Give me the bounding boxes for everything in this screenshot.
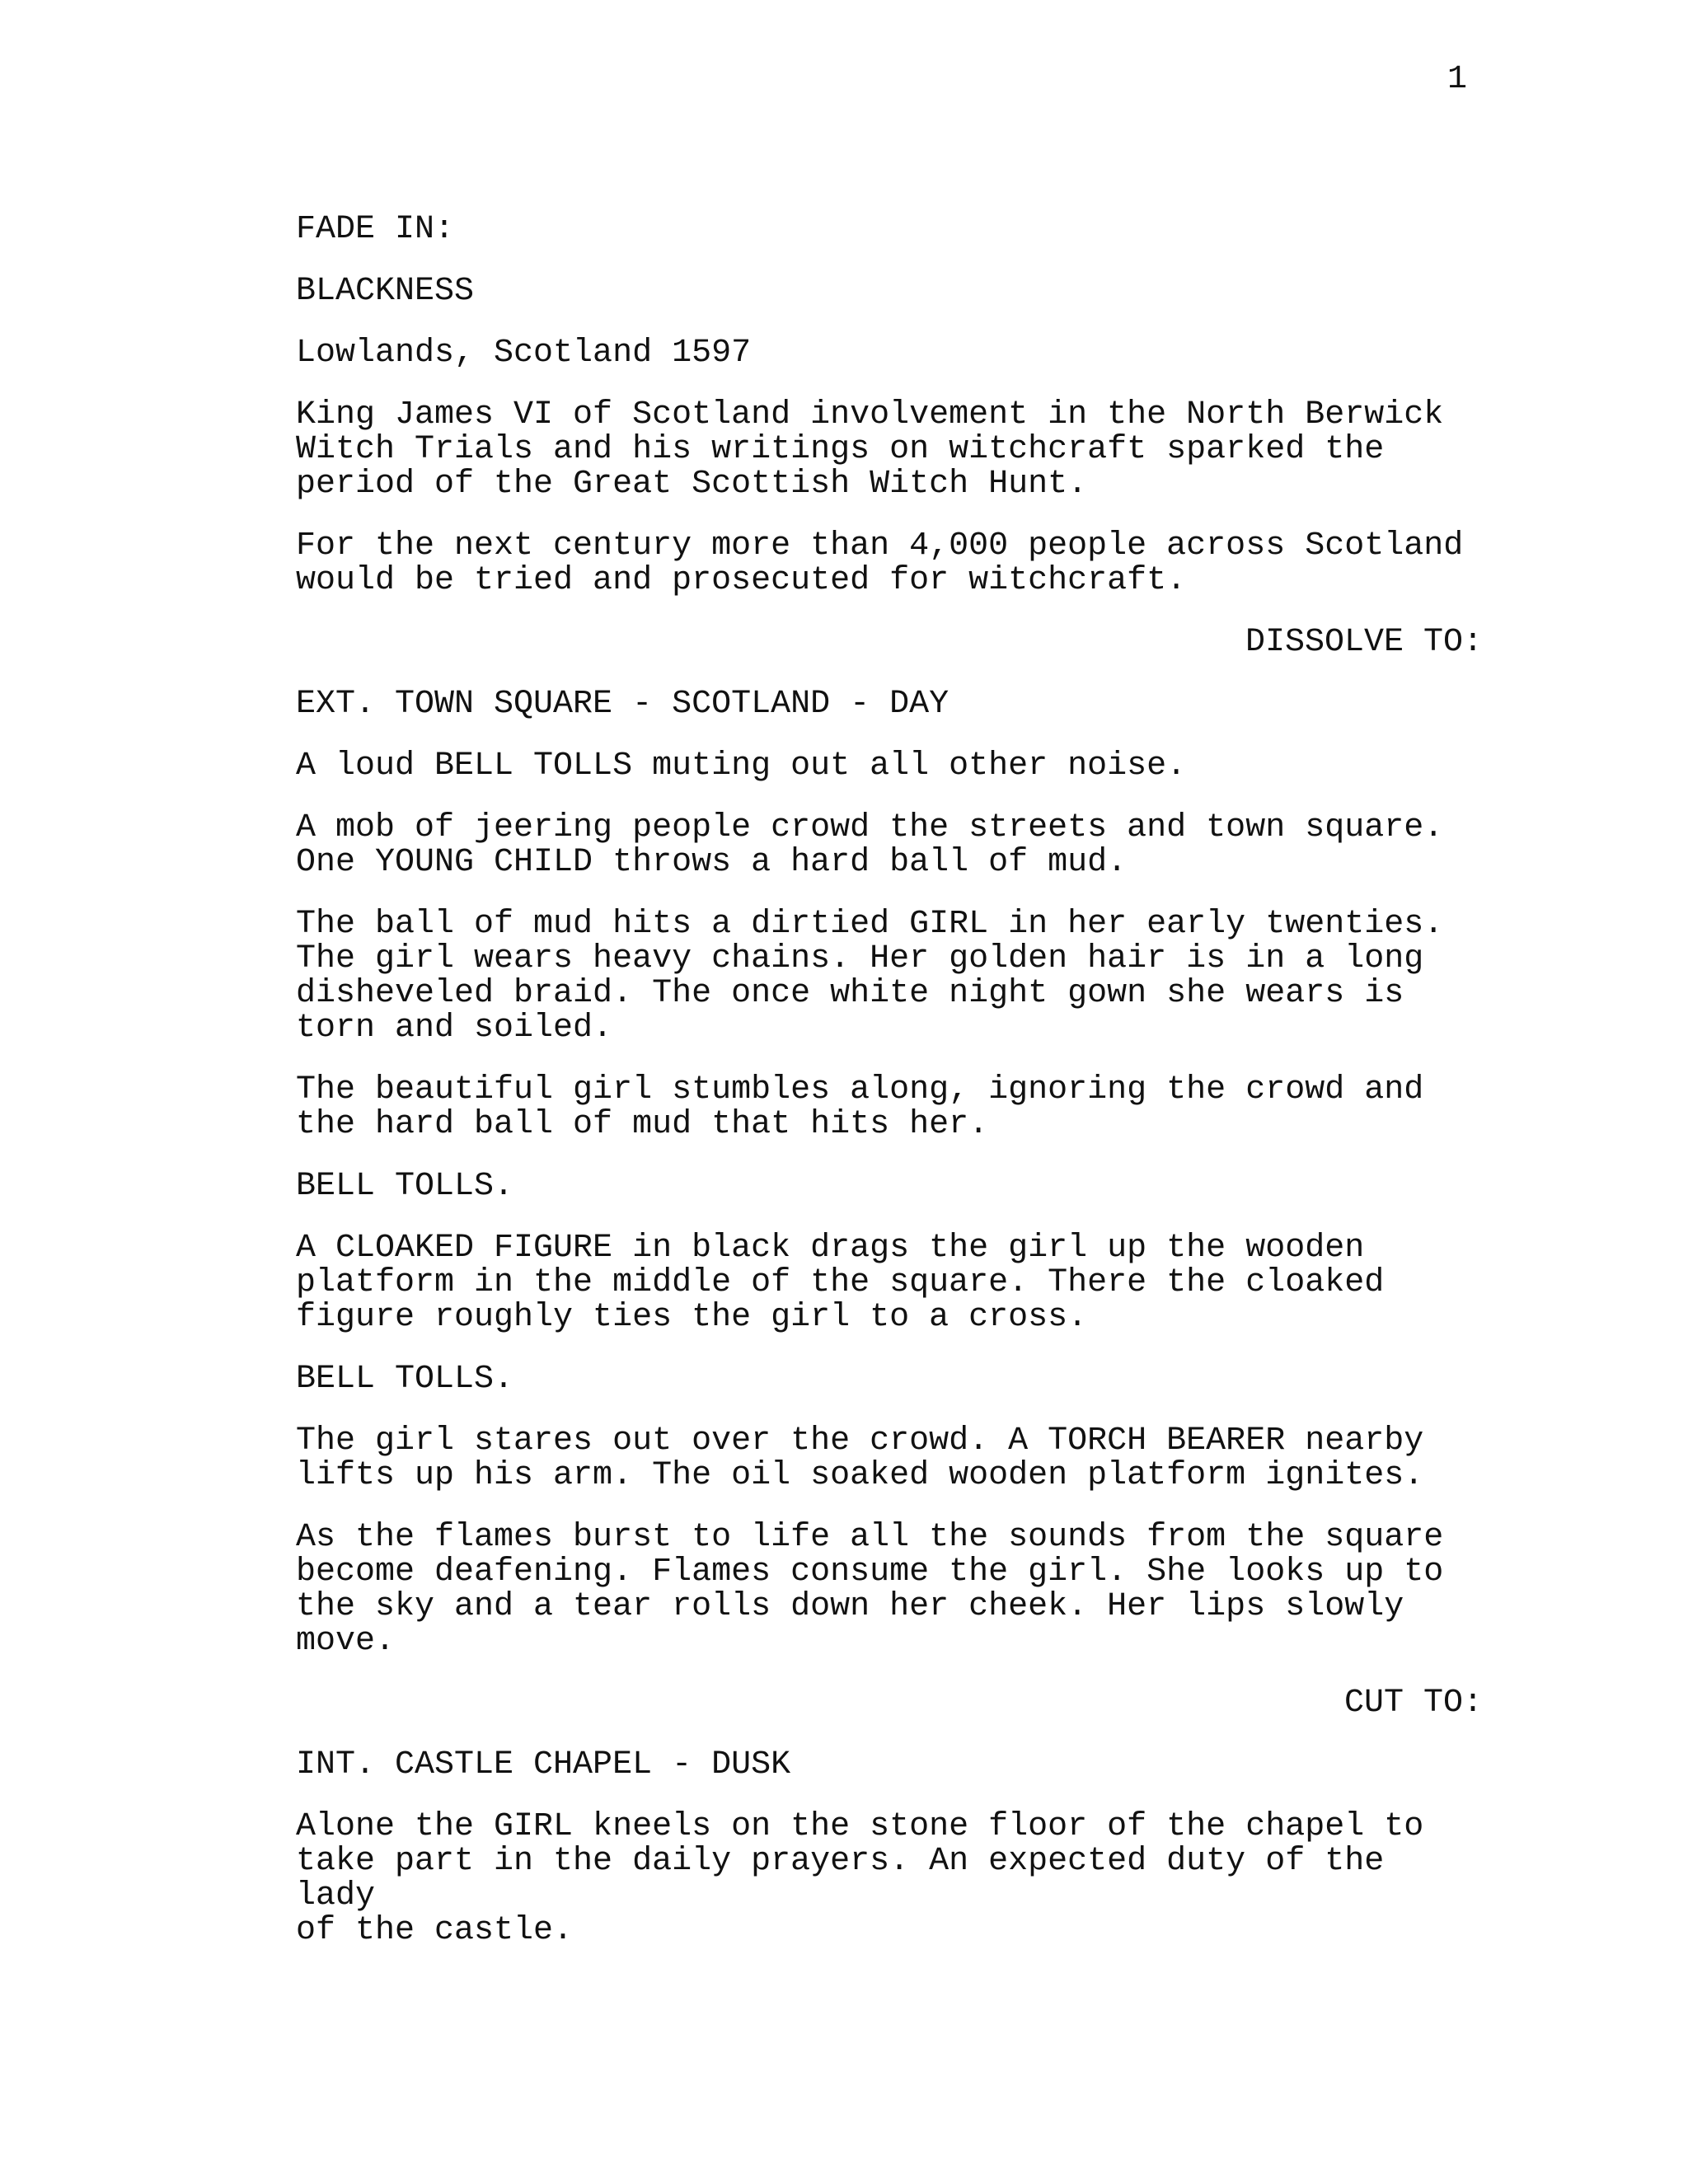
scene-heading: EXT. TOWN SQUARE - SCOTLAND - DAY [296, 686, 950, 723]
action-paragraph: A CLOAKED FIGURE in black drags the girl up the wooden platform in the middle of the square. There the cloaked figure roughly ties the girl to a cross. [296, 1230, 1385, 1336]
action-paragraph: For the next century more than 4,000 people across Scotland would be tried and prosecuted for witchcraft. [296, 527, 1464, 599]
action-line: BELL TOLLS. [296, 1361, 514, 1398]
action-line: Lowlands, Scotland 1597 [296, 335, 752, 372]
cut-to-transition: CUT TO: [1343, 1685, 1483, 1722]
scene-heading: INT. CASTLE CHAPEL - DUSK [296, 1746, 791, 1783]
action-paragraph: The girl stares out over the crowd. A TORCH BEARER nearby lifts up his arm. The oil soaked wooden platform ignites. [296, 1422, 1424, 1494]
action-paragraph: The beautiful girl stumbles along, ignoring the crowd and the hard ball of mud that hits her. [296, 1071, 1424, 1143]
action-paragraph: As the flames burst to life all the sounds from the square become deafening. Flames consume the girl. She looks up to the sky and a tear rolls down her cheek. Her lips slowly move. [296, 1519, 1444, 1660]
action-line: BELL TOLLS. [296, 1168, 514, 1205]
script-body [296, 213, 1483, 1975]
action-paragraph: A mob of jeering people crowd the streets and town square. One YOUNG CHILD throws a hard ball of mud. [296, 809, 1444, 881]
fade-in-transition: FADE IN: [296, 211, 455, 248]
action-paragraph: The ball of mud hits a dirtied GIRL in her early twenties. The girl wears heavy chains. Her golden hair is in a long disheveled braid. The once white night gown she wears is torn and soiled. [296, 906, 1444, 1047]
action-paragraph: King James VI of Scotland involvement in the North Berwick Witch Trials and his writings on witchcraft sparked the period of the Great Scottish Witch Hunt. [296, 396, 1444, 503]
dissolve-to-transition: DISSOLVE TO: [1245, 624, 1483, 661]
action-line: BLACKNESS [296, 273, 475, 310]
action-line: A loud BELL TOLLS muting out all other noise. [296, 748, 1187, 785]
page-number: 1 [1447, 61, 1467, 98]
action-paragraph: Alone the GIRL kneels on the stone floor of the chapel to take part in the daily prayers. An expected duty of the lady of the castle. [296, 1808, 1424, 1949]
